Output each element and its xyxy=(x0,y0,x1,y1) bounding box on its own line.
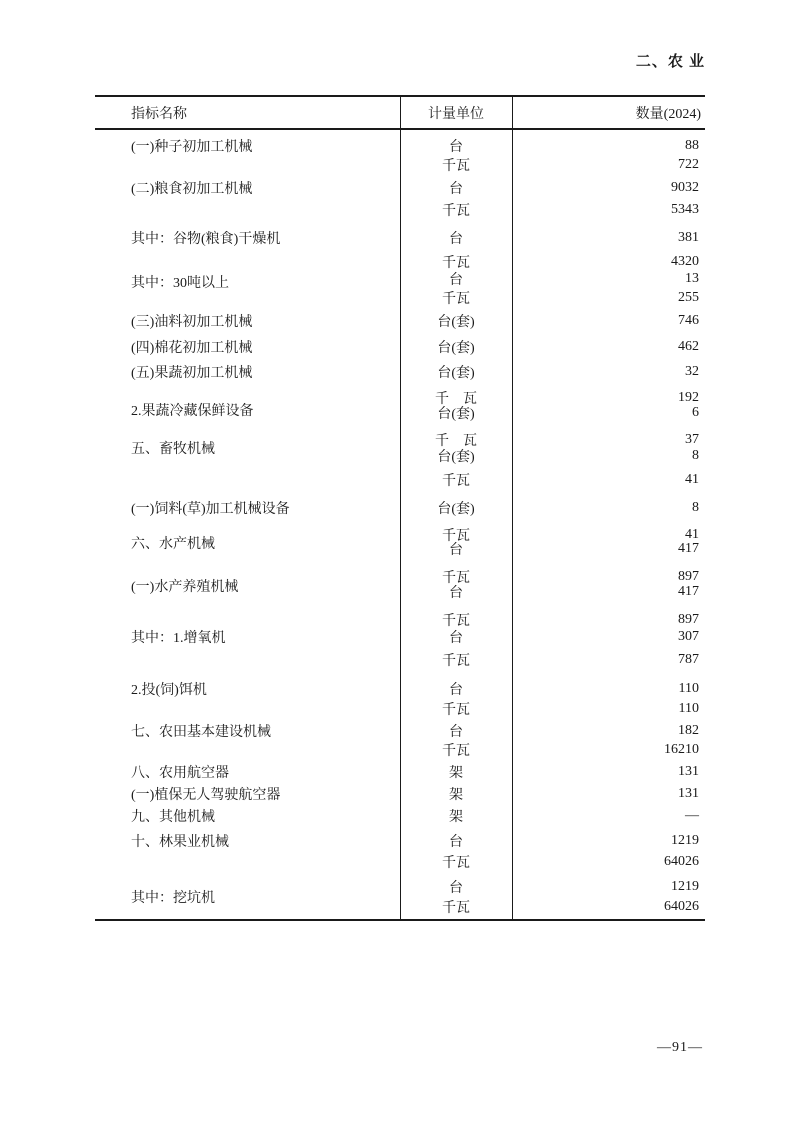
unit-label: 千瓦 xyxy=(442,528,470,544)
quantity-value: 4320 xyxy=(671,253,699,269)
unit-label: 台 xyxy=(449,630,463,646)
unit-label: 台(套) xyxy=(437,501,475,517)
quantity-value: 9032 xyxy=(671,179,699,195)
unit-label: 千瓦 xyxy=(442,158,470,174)
quantity-value: 746 xyxy=(678,312,699,328)
indicator-label: (一)植保无人驾驶航空器 xyxy=(131,787,281,803)
quantity-value: 897 xyxy=(678,568,699,584)
unit-label: 千瓦 xyxy=(442,702,470,718)
quantity-value: 13 xyxy=(685,270,699,286)
quantity-value: 64026 xyxy=(664,898,699,914)
unit-label: 千瓦 xyxy=(442,203,470,219)
quantity-value: 192 xyxy=(678,389,699,405)
indicator-label: 其中：30吨以上 xyxy=(131,275,229,291)
quantity-value: 381 xyxy=(678,229,699,245)
unit-label: 千瓦 xyxy=(442,473,470,489)
indicator-label: (四)棉花初加工机械 xyxy=(131,340,253,356)
quantity-value: 417 xyxy=(678,583,699,599)
unit-label: 千瓦 xyxy=(442,255,470,271)
unit-label: 台(套) xyxy=(437,449,475,465)
quantity-value: 307 xyxy=(678,628,699,644)
unit-label: 千瓦 xyxy=(442,653,470,669)
unit-label: 台 xyxy=(449,542,463,558)
indicator-label: 2.果蔬冷藏保鲜设备 xyxy=(131,403,254,419)
quantity-value: 1219 xyxy=(671,878,699,894)
unit-label: 千 瓦 xyxy=(435,433,477,449)
indicator-label: 七、农田基本建设机械 xyxy=(131,724,271,740)
indicator-label: 五、畜牧机械 xyxy=(131,441,215,457)
table-vline-1 xyxy=(400,97,401,919)
quantity-value: 1219 xyxy=(671,832,699,848)
indicator-label: 十、林果业机械 xyxy=(131,834,229,850)
unit-label: 千瓦 xyxy=(442,570,470,586)
table-vline-2 xyxy=(512,97,513,919)
quantity-value: 787 xyxy=(678,651,699,667)
unit-label: 千瓦 xyxy=(442,613,470,629)
unit-label: 台 xyxy=(449,724,463,740)
unit-label: 架 xyxy=(449,765,463,781)
unit-label: 台 xyxy=(449,585,463,601)
quantity-value: 417 xyxy=(678,540,699,556)
quantity-value: 32 xyxy=(685,363,699,379)
quantity-value: 131 xyxy=(678,785,699,801)
unit-label: 千瓦 xyxy=(442,855,470,871)
quantity-value: 41 xyxy=(685,526,699,542)
quantity-value: 6 xyxy=(692,404,699,420)
unit-label: 台(套) xyxy=(437,340,475,356)
unit-label: 千瓦 xyxy=(442,900,470,916)
unit-label: 台 xyxy=(449,834,463,850)
indicator-label: 八、农用航空器 xyxy=(131,765,229,781)
indicator-label: (一)水产养殖机械 xyxy=(131,579,239,595)
column-header-unit: 计量单位 xyxy=(428,106,484,122)
indicator-label: 六、水产机械 xyxy=(131,536,215,552)
quantity-value: 37 xyxy=(685,431,699,447)
unit-label: 架 xyxy=(449,809,463,825)
quantity-value: 110 xyxy=(678,700,699,716)
quantity-value: 88 xyxy=(685,137,699,153)
unit-label: 架 xyxy=(449,787,463,803)
quantity-value: 8 xyxy=(692,447,699,463)
unit-label: 台 xyxy=(449,272,463,288)
unit-label: 台(套) xyxy=(437,406,475,422)
unit-label: 台(套) xyxy=(437,365,475,381)
unit-label: 千 瓦 xyxy=(435,391,477,407)
indicator-label: (一)种子初加工机械 xyxy=(131,139,253,155)
quantity-value: 131 xyxy=(678,763,699,779)
quantity-value: 722 xyxy=(678,156,699,172)
unit-label: 台 xyxy=(449,880,463,896)
unit-label: 台(套) xyxy=(437,314,475,330)
indicator-label: (一)饲料(草)加工机械设备 xyxy=(131,501,290,517)
unit-label: 台 xyxy=(449,682,463,698)
indicator-label: 其中：1.增氧机 xyxy=(131,630,226,646)
indicator-label: (二)粮食初加工机械 xyxy=(131,181,253,197)
unit-label: 千瓦 xyxy=(442,291,470,307)
indicator-table xyxy=(95,95,705,921)
quantity-value: — xyxy=(685,807,699,823)
indicator-label: 其中：挖坑机 xyxy=(131,890,215,906)
quantity-value: 182 xyxy=(678,722,699,738)
quantity-value: 110 xyxy=(678,680,699,696)
section-title: 二、农 业 xyxy=(635,53,705,70)
unit-label: 千瓦 xyxy=(442,743,470,759)
indicator-label: 九、其他机械 xyxy=(131,809,215,825)
unit-label: 台 xyxy=(449,231,463,247)
quantity-value: 64026 xyxy=(664,853,699,869)
quantity-value: 897 xyxy=(678,611,699,627)
page-number: —91— xyxy=(657,1040,703,1055)
quantity-value: 255 xyxy=(678,289,699,305)
quantity-value: 8 xyxy=(692,499,699,515)
quantity-value: 41 xyxy=(685,471,699,487)
unit-label: 台 xyxy=(449,139,463,155)
column-header-indicator-name: 指标名称 xyxy=(131,106,187,122)
indicator-label: 2.投(饲)饵机 xyxy=(131,682,207,698)
indicator-label: (三)油料初加工机械 xyxy=(131,314,253,330)
indicator-label: (五)果蔬初加工机械 xyxy=(131,365,253,381)
quantity-value: 5343 xyxy=(671,201,699,217)
column-header-quantity-2024: 数量(2024) xyxy=(635,106,701,122)
indicator-label: 其中：谷物(粮食)干燥机 xyxy=(131,231,281,247)
quantity-value: 16210 xyxy=(664,741,699,757)
quantity-value: 462 xyxy=(678,338,699,354)
unit-label: 台 xyxy=(449,181,463,197)
